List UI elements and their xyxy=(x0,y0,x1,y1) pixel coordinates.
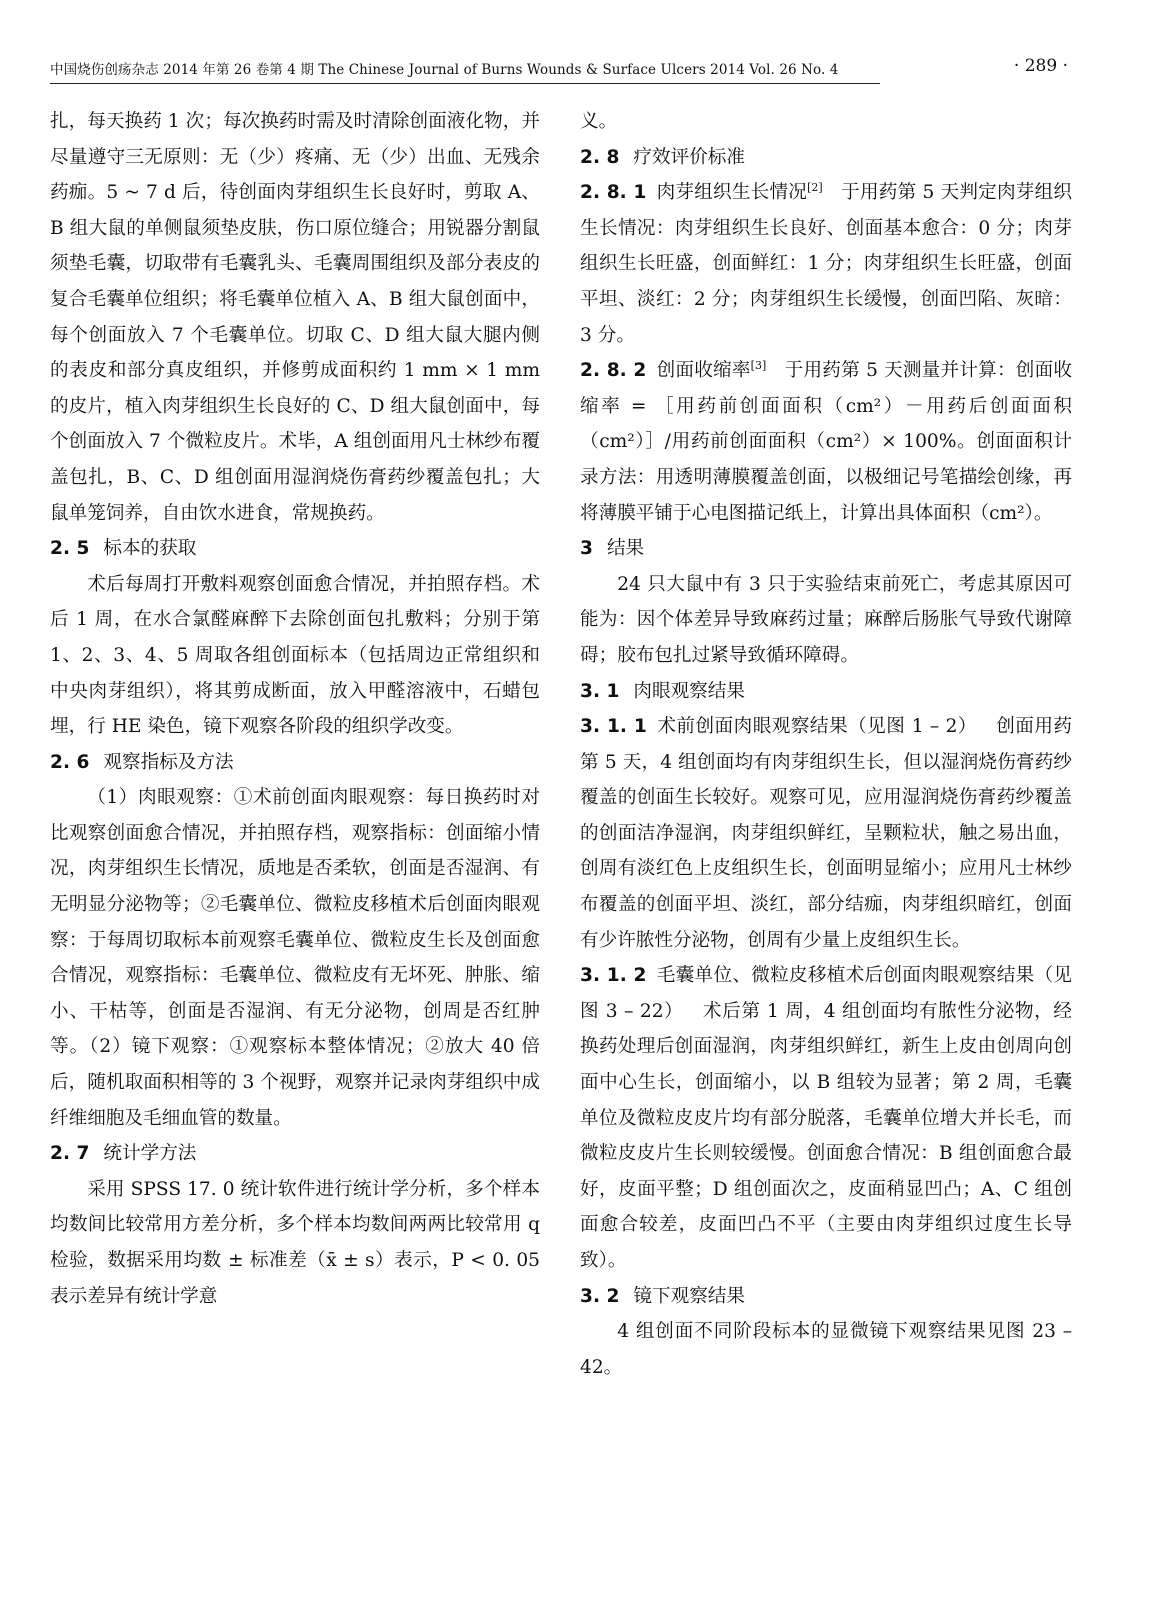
subsection-3-1-1 xyxy=(580,709,1072,958)
section-number: 3. 1 xyxy=(580,680,620,702)
page-number: · 289 · xyxy=(1013,56,1068,76)
section-number: 3. 2 xyxy=(580,1285,620,1307)
section-title: 结果 xyxy=(606,538,645,560)
paragraph: 义。 xyxy=(580,111,618,132)
subsection-number: 3. 1. 1 xyxy=(580,716,647,738)
section-title: 肉眼观察结果 xyxy=(633,680,745,702)
subsection-title: 创面收缩率 xyxy=(656,360,751,382)
subsection-3-1-2 xyxy=(580,958,1072,1278)
journal-citation: 中国烧伤创疡杂志 2014 年第 26 卷第 4 期 The Chinese Journal of Burns Wounds & Surface Ulcers 2014 Vol. 26 No. 4 xyxy=(50,58,880,84)
section-title: 统计学方法 xyxy=(103,1143,197,1165)
subsection-title: 毛囊单位、微粒皮移植术后创面肉眼观察结果（见图 3 – 22） xyxy=(580,965,1072,1022)
section-title: 镜下观察结果 xyxy=(633,1285,745,1307)
section-heading-2-5 xyxy=(50,531,540,567)
subsection-text: 于用药第 5 天测量并计算：创面收缩率 = ［用药前创面面积（cm²）－用药后创面面积（cm²）］/用药前创面面积（cm²）× 100%。创面面积计录方法：用透明薄膜覆盖创面，以极细记号笔描绘创缘，再将薄膜平铺于心电图描记纸上，计算出具体面积（cm²）。 xyxy=(580,360,1072,524)
paragraph: （1）肉眼观察：①术前创面肉眼观察：每日换药时对比观察创面愈合情况，并拍照存档，观察指标：创面缩小情况，肉芽组织生长情况，质地是否柔软，创面是否湿润、有无明显分泌物等；②毛囊单位、微粒皮移植术后创面肉眼观察：于每周切取标本前观察毛囊单位、微粒皮生长及创面愈合情况，观察指标：毛囊单位、微粒皮有无坏死、肿胀、缩小、干枯等，创面是否湿润、有无分泌物，创周是否红肿等。（2）镜下观察：①观察标本整体情况；②放大 40 倍后，随机取面积相等的 3 个视野，观察并记录肉芽组织中成纤维细胞及毛细血管的数量。 xyxy=(50,787,540,1129)
subsection-text: 术后第 1 周，4 组创面均有脓性分泌物，经换药处理后创面湿润，肉芽组织鲜红，新生上皮由创周向创面中心生长，创面缩小，以 B 组较为显著；第 2 周，毛囊单位及微粒皮皮片均有部分脱落，毛囊单位增大并长毛，而微粒皮皮片生长则较缓慢。创面愈合情况：B 组创面愈合最好，皮面平整；D 组创面次之，皮面稍显凹凸；A、C 组创面愈合较差，皮面凹凸不平（主要由肉芽组织过度生长导致）。 xyxy=(580,1000,1072,1271)
section-title: 疗效评价标准 xyxy=(633,146,745,168)
running-header xyxy=(50,56,1068,82)
subsection-text: 创面用药第 5 天，4 组创面均有肉芽组织生长，但以湿润烧伤膏药纱覆盖的创面生长较好。观察可见，应用湿润烧伤膏药纱覆盖的创面洁净湿润，肉芽组织鲜红，呈颗粒状，触之易出血，创周有淡红色上皮组织生长，创面明显缩小；应用凡士林纱布覆盖的创面平坦、淡红，部分结痂，肉芽组织暗红，创面有少许脓性分泌物，创周有少量上皮组织生长。 xyxy=(580,716,1073,951)
subsection-2-8-1 xyxy=(580,175,1072,353)
section-heading-2-8 xyxy=(580,140,1072,176)
paragraph: 采用 SPSS 17. 0 统计软件进行统计学分析，多个样本均数间比较常用方差分析，多个样本均数间两两比较常用 q 检验，数据采用均数 ± 标准差（x̄ ± s）表示，P < 0. 05 表示差异有统计学意 xyxy=(50,1178,540,1307)
subsection-title: 术前创面肉眼观察结果（见图 1 – 2） xyxy=(656,716,977,738)
section-heading-2-7 xyxy=(50,1136,540,1172)
section-number: 2. 8 xyxy=(580,146,620,168)
citation-ref: [3] xyxy=(750,358,767,372)
paragraph: 术后每周打开敷料观察创面愈合情况，并拍照存档。术后 1 周，在水合氯醛麻醉下去除创面包扎敷料；分别于第 1、2、3、4、5 周取各组创面标本（包括周边正常组织和中央肉芽组织），将其剪成断面，放入甲醛溶液中，石蜡包埋，行 HE 染色，镜下观察各阶段的组织学改变。 xyxy=(50,573,540,738)
section-number: 2. 5 xyxy=(50,538,90,560)
section-number: 3 xyxy=(580,538,593,560)
paragraph: 扎，每天换药 1 次；每次换药时需及时清除创面液化物，并尽量遵守三无原则：无（少）疼痛、无（少）出血、无残余药痂。5 ~ 7 d 后，待创面肉芽组织生长良好时，剪取 A、B 组大鼠的单侧鼠须垫皮肤，伤口原位缝合；用锐器分割鼠须垫毛囊，切取带有毛囊乳头、毛囊周围组织及部分表皮的复合毛囊单位组织；将毛囊单位植入 A、B 组大鼠创面中，每个创面放入 7 个毛囊单位。切取 C、D 组大鼠大腿内侧的表皮和部分真皮组织，并修剪成面积约 1 mm × 1 mm 的皮片，植入肉芽组织生长良好的 C、D 组大鼠创面中，每个创面放入 7 个微粒皮片。术毕，A 组创面用凡士林纱布覆盖包扎，B、C、D 组创面用湿润烧伤膏药纱覆盖包扎；大鼠单笼饲养，自由饮水进食，常规换药。 xyxy=(50,111,540,524)
section-heading-3-1 xyxy=(580,674,1072,710)
section-heading-2-6 xyxy=(50,745,540,781)
subsection-2-8-2 xyxy=(580,353,1072,531)
section-title: 标本的获取 xyxy=(103,538,197,560)
right-column xyxy=(580,104,1072,1385)
subsection-number: 2. 8. 2 xyxy=(580,360,647,382)
section-heading-3-2 xyxy=(580,1279,1072,1315)
subsection-title: 肉芽组织生长情况 xyxy=(656,182,808,204)
subsection-number: 3. 1. 2 xyxy=(580,965,647,987)
section-title: 观察指标及方法 xyxy=(103,751,234,773)
paragraph: 24 只大鼠中有 3 只于实验结束前死亡，考虑其原因可能为：因个体差异导致麻药过量；麻醉后肠胀气导致代谢障碍；胶布包扎过紧导致循环障碍。 xyxy=(580,573,1072,666)
citation-ref: [2] xyxy=(807,181,823,194)
section-heading-3 xyxy=(580,531,1072,567)
subsection-number: 2. 8. 1 xyxy=(580,182,647,204)
left-column xyxy=(50,104,540,1314)
paragraph: 4 组创面不同阶段标本的显微镜下观察结果见图 23 – 42。 xyxy=(580,1321,1072,1378)
section-number: 2. 7 xyxy=(50,1143,90,1165)
section-number: 2. 6 xyxy=(50,751,90,773)
subsection-text: 于用药第 5 天判定肉芽组织生长情况：肉芽组织生长良好、创面基本愈合：0 分；肉芽组织生长旺盛，创面鲜红：1 分；肉芽组织生长旺盛，创面平坦、淡红：2 分；肉芽组织生长缓慢，创面凹陷、灰暗：3 分。 xyxy=(580,182,1072,346)
